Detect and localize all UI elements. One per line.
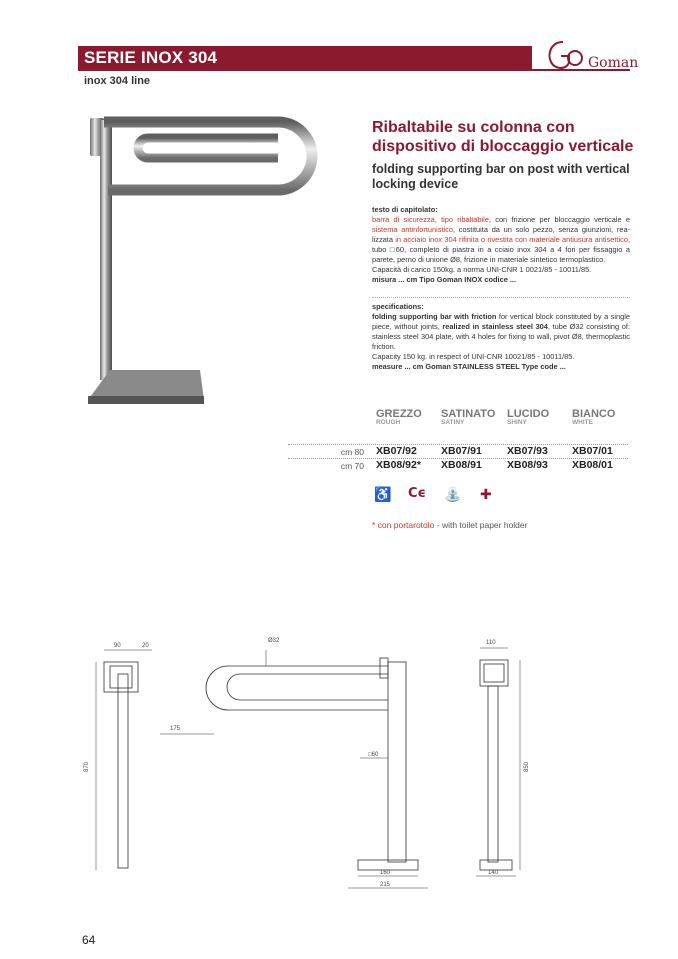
spec-it-text: , tubo □60, completo di piastra in a cciaio inox 304 a 4 fori per fissaggio a parete, perno di unione Ø8, frizione in materiale sintetico termoplastico. [372, 235, 630, 264]
finish-col [507, 408, 577, 426]
dim-label: 870 [84, 761, 90, 772]
spec-it-text: , con frizione per bloccaggio verticale e [488, 215, 630, 224]
wheelchair-icon: ♿ [374, 486, 392, 502]
spec-en-text: folding supporting bar with friction [372, 312, 497, 321]
finish-sub: WHITE [572, 419, 593, 426]
dim-label: 160 [380, 870, 391, 876]
dim-label: Ø32 [268, 638, 280, 644]
wash-icon: ⛲ [444, 486, 462, 502]
product-code: XB08/92* [376, 459, 421, 471]
dim-label: 175 [170, 726, 181, 732]
finish-name: LUCIDO [507, 408, 550, 420]
product-code: XB08/93 [507, 459, 548, 471]
table-row [288, 459, 628, 473]
product-photo [88, 100, 328, 420]
finish-col [441, 408, 511, 426]
spec-it-text: in acciaio inox 304 rifinita o rivestita con materiale antiusura antisettico [395, 235, 628, 244]
finish-sub: ROUGH [376, 419, 401, 426]
spec-it-heading: testo di capitolato: [372, 205, 438, 214]
dim-label: 110 [486, 640, 496, 646]
medical-icon: ✚ [480, 486, 492, 502]
spec-it-capacity: Capacità di carico 150kg. a norma UNI-CNR 1 0021/85 - 10011/85. [372, 265, 592, 274]
spec-divider [372, 285, 630, 298]
finish-col [572, 408, 642, 426]
technical-drawing [80, 630, 640, 900]
product-code: XB08/01 [572, 459, 613, 471]
dim-label: □60 [368, 752, 379, 758]
spec-it-text: barra di sicurezza, tipo ribaltabile [372, 215, 489, 224]
finish-sub: SHINY [507, 419, 527, 426]
size-label: cm 80 [340, 447, 364, 457]
dim-label: 215 [380, 882, 391, 888]
product-code: XB07/92 [376, 445, 417, 457]
spec-en-text: , tube Ø32 consisting of: stainless steel 304 plate, with 4 holes for fixing to wall, pivot Ø8, thermoplastic friction. [372, 322, 630, 351]
product-code: XB07/93 [507, 445, 548, 457]
finish-sub: SATINY [441, 419, 465, 426]
dim-label: 90 [114, 643, 121, 649]
spec-en-measure: measure ... cm Goman STAINLESS STEEL Type code ... [372, 362, 566, 371]
size-label: cm 70 [340, 461, 364, 471]
footnote-red: con portarotolo [375, 520, 435, 530]
series-subtitle: inox 304 line [84, 75, 151, 87]
finish-name: BIANCO [572, 408, 616, 420]
series-header: SERIE INOX 304 [78, 46, 532, 70]
dim-label: 20 [142, 643, 149, 649]
spec-en-text: for vertical block constituted by a single piece, without joints, [372, 312, 630, 331]
spec-en-text: realized in stainless steel 304 [439, 322, 548, 331]
page-number: 64 [82, 933, 96, 947]
ce-mark-icon: Cϵ [408, 486, 426, 501]
spec-it-measure: misura ... cm Tipo Goman INOX codice ... [372, 275, 517, 284]
spec-it-text: sistema antinfortunistico [372, 225, 453, 234]
spec-en-heading: specifications: [372, 302, 424, 311]
spec-it-text: , costituita da un solo pezzo, senza giunzioni, rea-lizzata [372, 225, 631, 244]
product-title-it: Ribaltabile su colonna con dispositivo di bloccaggio verticale [372, 119, 634, 155]
product-code: XB07/91 [441, 445, 482, 457]
product-code: XB07/01 [572, 445, 613, 457]
dim-label: 140 [488, 870, 499, 876]
finish-col [376, 408, 446, 426]
finish-name: SATINATO [441, 408, 496, 420]
finish-name: GREZZO [376, 408, 422, 420]
table-row [288, 445, 628, 459]
product-title-en: folding supporting bar on post with vertical locking device [372, 162, 630, 191]
footnote-text: - with toilet paper holder [434, 520, 528, 530]
spec-en-capacity: Capacity 150 kg. in respect of UNI-CNR 10021/85 - 10011/85. [372, 352, 575, 361]
specification-text [372, 205, 630, 372]
footnote-star: * [372, 520, 376, 530]
footnote [372, 520, 527, 530]
product-code: XB08/91 [441, 459, 482, 471]
dim-label: 850 [524, 761, 530, 772]
logo-wordmark: Goman [588, 55, 639, 71]
